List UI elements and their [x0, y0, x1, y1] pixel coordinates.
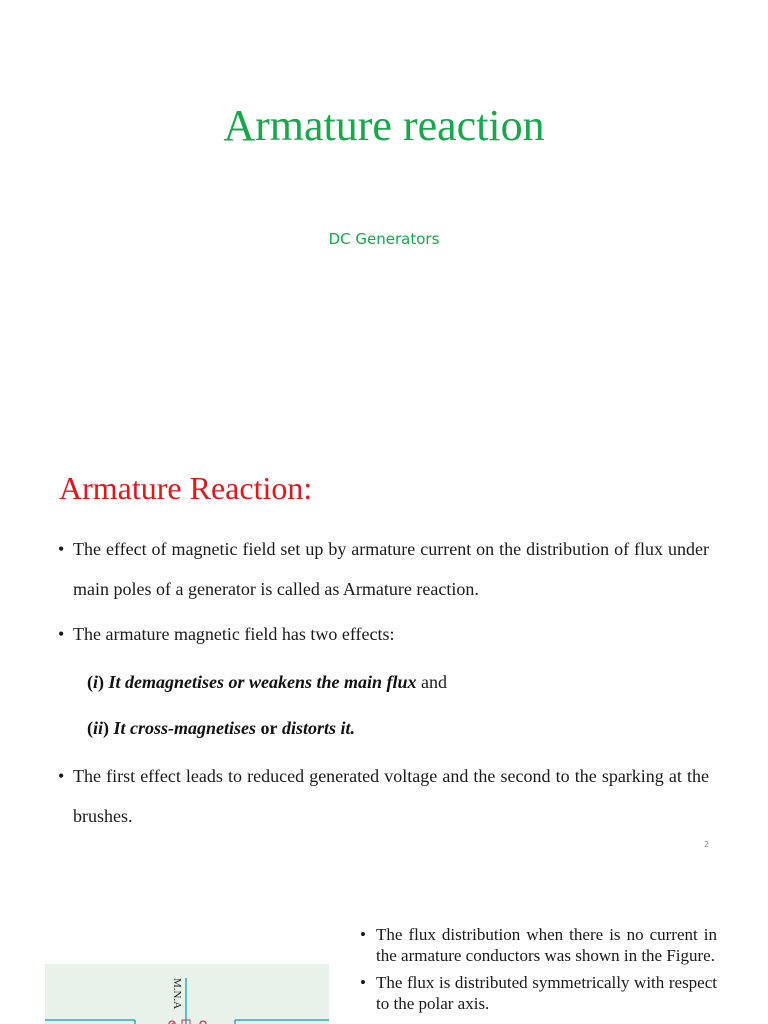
- effect-item-1: (i) It demagnetises or weakens the main flux and: [87, 672, 448, 692]
- bullet-text: The armature magnetic field has two effects:: [73, 624, 395, 644]
- presentation-title: Armature reaction: [223, 101, 545, 150]
- page-number: 2: [704, 840, 710, 849]
- bullet-text: The effect of magnetic field set up by armature current on the distribution of flux under main poles of a generator is called as Armature reaction.: [73, 539, 709, 599]
- effect-tail: and: [421, 672, 448, 692]
- bullet-item: [58, 614, 709, 654]
- content-slide-flux-distribution: [0, 864, 768, 1024]
- bullet-dot: •: [360, 973, 366, 992]
- bullet-text: The flux is distributed symmetrically with respect to the polar axis.: [376, 973, 717, 1013]
- bullet-dot: •: [58, 766, 65, 786]
- title-slide: [0, 0, 768, 432]
- effect-text: It cross-magnetises: [113, 718, 257, 738]
- bullet-item: [360, 972, 717, 1014]
- effect-join: or: [260, 718, 278, 738]
- bullet-item: [58, 529, 709, 609]
- effect-number: i: [93, 672, 99, 692]
- figure-drawing: [45, 964, 329, 1024]
- effect-text-2: distorts it.: [282, 718, 356, 738]
- bullet-dot: •: [360, 925, 366, 944]
- bullet-item: [360, 924, 717, 966]
- bullet-text: The flux distribution when there is no current in the armature conductors was shown in the Figure.: [376, 925, 717, 965]
- bullet-dot: •: [58, 539, 65, 559]
- mna-label: M.N.A: [171, 978, 183, 1010]
- flux-distribution-figure: [45, 964, 329, 1024]
- bullet-dot: •: [58, 624, 65, 644]
- bullet-item: [58, 756, 709, 836]
- slide-heading: Armature Reaction:: [59, 470, 313, 506]
- bullet-text: The first effect leads to reduced generated voltage and the second to the sparking at the brushes.: [73, 766, 709, 826]
- effect-number: ii: [93, 718, 104, 738]
- slide3-bullet-list: [360, 924, 717, 1020]
- presentation-subtitle: DC Generators: [328, 230, 440, 248]
- effect-item-2: (ii) It cross-magnetises or distorts it.: [87, 718, 356, 738]
- effect-text: It demagnetises or weakens the main flux: [108, 672, 417, 692]
- content-slide-armature-reaction: [0, 432, 768, 864]
